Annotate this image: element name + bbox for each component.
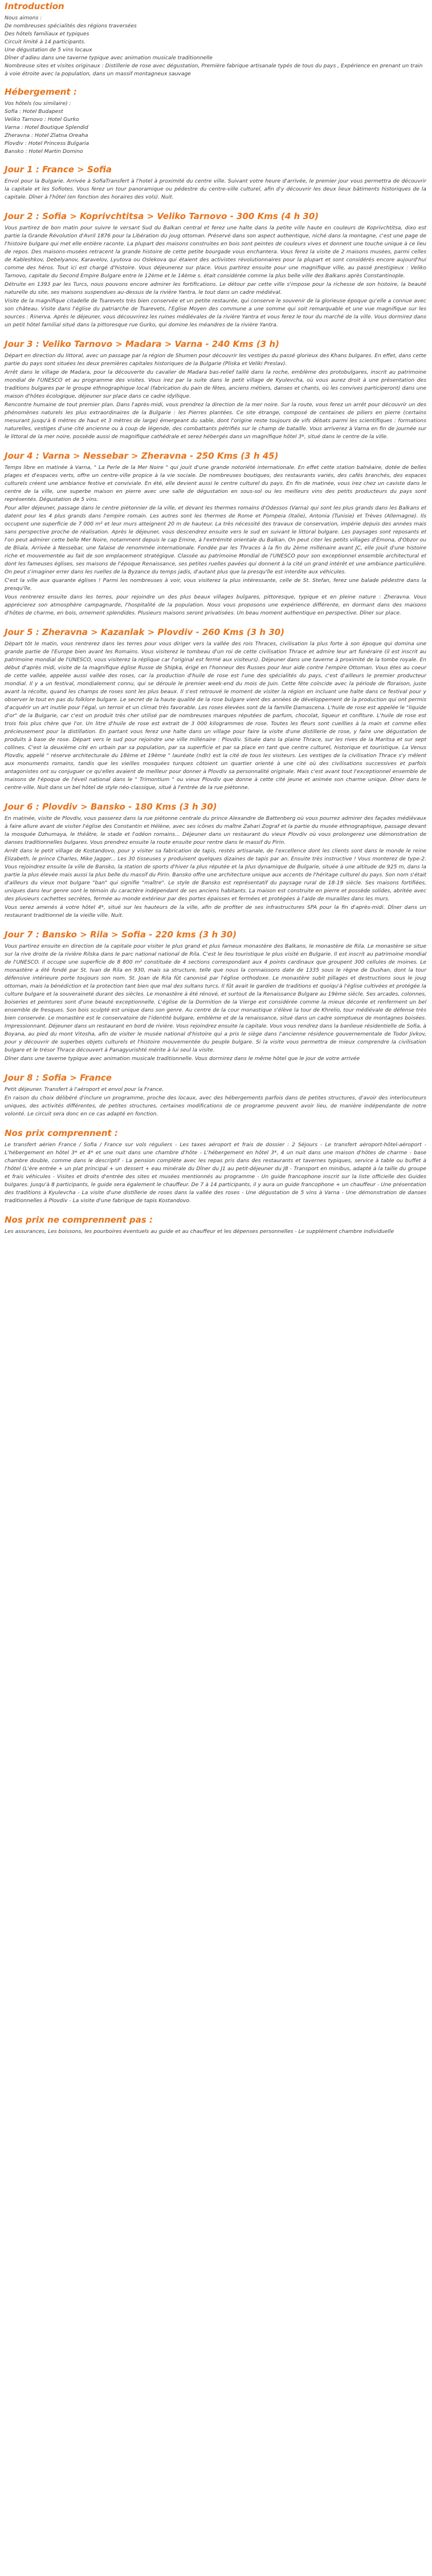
day-paragraph: Pour aller déjeuner, passage dans le centre piétonnier de la ville, et devant les thermes romains d'Odessos (Varna) qui sont les plus grands dans les Balkans et datent pour les 4 plus grands dans l'empire romain. Les autres sont les thermes de Rome et Pompeia (Italie), Antonia (Tunisie) et Trèves (Allemagne). Ils occupent une superficie de 7 000 m² et leur murs atteignent 20 m de hauteur. La très nécessité des travaux de conservation, impérie depuis des années mais sans perspective proche de réalisation. Après le déjeuner, vous descendrez ensuite vers le sud en suivant le littoral bulgare. Les paysages sont reposants et l'on peut admirer cette belle Mer Noire, notamment depuis le cap Emine, à l'extrémité orientale du Balkan. On peut citer les petits villages d'Emona, d'Obzor ou de Bliala. Arrivée à Nessebar, une falaise de renommée internationale. Fondée par les Thraces à la fin du 2ème millénaire avant JC, elle jouit d'une histoire riche et mouvementée au fait de son emplacement stratégique. Classée au patrimoine Mondial de l'UNESCO pour son exceptionnel ensemble architectural et dont les fameuses églises, ses maisons de l'époque Renaissance, ses petites ruelles pavées qui donnent à la cité un grand intérêt et une ambiance particulière. On peut s'imaginer errer dans les ruelles de la Byzance du temps jadis, d'autant plus que la presqu'île est interdite aux véhicules. xyxy=(5,505,426,575)
intro-line: Nombreuse sites et visites originaux : Distillerie de rose avec dégustation, Première fabrique artisanale typés de tous du pays , Expérience en prenant un train à voie étroite avec la population, dans un massif montagneux sauvage xyxy=(5,63,423,77)
non-inclus-section xyxy=(5,1214,426,1236)
hotel-line: Zheravna : Hotel Zlatna Oreaha xyxy=(5,132,88,139)
inclus-paragraph: Le transfert aérien France / Sofia / France sur vols réguliers - Les taxes aéroport et frais de dossier : 2 Séjours - Le transfert aéroport-hôtel-aéroport - L'hébergement en hôtel 3* et 4* et une nuit dans une chambre d'hôte - L'hébergement en hôtel 3*, 4 un nuit dans une maison d'hôtes de charme - base chambre double, comme dans le descriptif - La pension complète avec les repas pris dans des restaurants et tavernes typiques, service à table ou buffet à l'hôtel (L'ère entrée + un plat principal + un dessert + eau minérale du Dîner du J1 au petit-déjeuner du J8 - Transport en minibus, adapté à la taille du groupe et frais véhicules - Visites et droits d'entrée des sites et musées mentionnés au programme - Un guide francophone inscrit sur la liste officielle des Guides bulgares. Jusqu'à 8 participants, le guide sera également le chauffeur. De 7 à 14 participants, il y aura un guide francophone + un chauffeur - Une présentation des traditions à Kyulevcha - La visite d'une distillerie de roses dans la vallée des roses - Une dégustation de 5 vins à Varna - Une démonstration de danses traditionnelles à Plovdiv - La visite d'une fabrique de tapis Kostandovo. xyxy=(5,1142,426,1204)
day-paragraph: Vous rentrerez ensuite dans les terres, pour rejoindre un des plus beaux villages bulgares, pittoresque, typique et en pleine nature : Zheravna. Vous apprécierez son atmosphère campagnarde, l'hospitalité de la population. Nous vous proposons une expérience différente, en dormant dans des maisons d'hôtes de charme, en bois, ornement splendides. Plusieurs maisons seront privatisées. Un beau moment authentique en perspective. Dîner sur place. xyxy=(5,594,426,616)
intro-line: Nous aimons : xyxy=(5,15,42,21)
hotel-line: Sofia : Hotel Budapest xyxy=(5,108,63,115)
day-3-section xyxy=(5,338,426,441)
day-heading: Jour 2 : Sofia > Koprivchtitsa > Veliko Tarnovo - 300 Kms (4 h 30) xyxy=(5,211,319,221)
intro-line: De nombreuses spécialités des régions traversées xyxy=(5,23,137,29)
day-7-section xyxy=(5,929,426,1063)
day-paragraph: Petit déjeuner. Transfert à l'aéroport et envol pour la France. xyxy=(5,1086,164,1093)
day-4-section xyxy=(5,450,426,617)
inclus-heading: Nos prix comprennent : xyxy=(5,1128,118,1138)
hotel-line: Veliko Tarnovo : Hotel Gurko xyxy=(5,116,79,123)
day-heading: Jour 5 : Zheravna > Kazanlak > Plovdiv - 260 Kms (3 h 30) xyxy=(5,627,285,637)
day-paragraph: Arrêt dans le village de Madara, pour la découverte du cavalier de Madara bas-relief taillé dans la roche, emblème des protobulgares, inscrit au patrimoine mondial de l'UNESCO et au programme des visites. Vous irez par la suite dans le petit village de Kyulevcha, où vous aurez droit à une présentation des traditions bulgares par le groupe ethnographique local (fabrication du pain de fêtes, anciens métiers, danses et chants, où les convives participeront) dans une maison d'hôtes écologique, déjeuner sur place dans ce cadre idyllique. xyxy=(5,369,426,399)
hebergement-heading: Hébergement : xyxy=(5,87,77,97)
day-paragraph: C'est la ville aux quarante églises ! Parmi les nombreuses à voir, vous visiterez la plus intéressante, celle de St. Stefan, ferez une balade pédestre dans la presqu'île. xyxy=(5,577,426,592)
hotel-line: Varna : Hotel Boutique Splendid xyxy=(5,124,88,131)
non-inclus-paragraph: Les assurances, Les boissons, les pourboires éventuels au guide et au chauffeur et les dépenses personnelles - Le supplément chambre individuelle xyxy=(5,1228,394,1235)
intro-line: Une dégustation de 5 vins locaux xyxy=(5,47,92,53)
day-paragraph: En raison du choix délibéré d'inclure un programme, proche des locaux, avec des hébergements parfois dans de petites structures, d'avoir des interlocuteurs uniques, des activités différentes, de petites structures, certaines modifications de ce programme peuvent avoir lieu, de manière indépendante de notre volonté. Le circuit sera donc en ce cas adapté en fonction. xyxy=(5,1095,426,1117)
day-1-section xyxy=(5,164,426,201)
hotel-line: Bansko : Hotel Martin Domino xyxy=(5,148,83,155)
day-heading: Jour 7 : Bansko > Rila > Sofia - 220 kms (3 h 30) xyxy=(5,929,237,940)
trip-document xyxy=(0,0,432,1236)
day-heading: Jour 4 : Varna > Nessebar > Zheravna - 250 Kms (3 h 45) xyxy=(5,451,279,461)
day-heading: Jour 6 : Plovdiv > Bansko - 180 Kms (3 h 30) xyxy=(5,802,217,812)
day-paragraph: Temps libre en matinée à Varna, " La Perle de la Mer Noire " qui jouit d'une grande notoriété internationale. En effet cette station balnéaire, dotée de belles plages et d'espaces verts, offre un centre-ville propice à la vie sociale. De nombreuses boutiques, des restaurants variés, des cafés branchés, des espaces culturels créent une ambiance festive et conviviale. En été, elle devient aussi le centre culturel du pays. En fin de matinée, vous irez chez un caviste dans le centre de la ville, une superbe maison en pierre avec une salle de dégustation en sous-sol ou les meilleurs vins des petits producteurs du pays sont représentés. Dégustation de 5 vins. xyxy=(5,464,426,503)
day-8-section xyxy=(5,1072,426,1118)
day-paragraph: Envol pour la Bulgarie. Arrivée à SofiaTransfert à l'hotel à proximité du centre ville. Suivant votre heure d'arrivée, le premier jour vous permettra de découvrir la capitale et les Sofiotes. Vous ferez un tour panoramique ou pédestre du centre-ville culturel, afin d'y découvrir les deux lieux bâtiments historiques de la capitale. Dîner à l'hôtel (en fonction des horaires des vols). Nuit. xyxy=(5,178,426,200)
day-paragraph: Dîner dans une taverne typique avec animation musicale traditionnelle. Vous dormirez dans le même hôtel que le jour de votre arrivée xyxy=(5,1056,360,1062)
day-paragraph: Arrêt dans le petit village de Kostandovo, pour y visiter sa fabrication de tapis, restés artisanale, de l'excellence dont les clients sont dans le monde le reine Elizabeth, le prince Charles, Mike Jagger... Les 30 tisseuses y produisent quelques dizaines de tapis par an. Ensuite très instructive ! Vous monterez de type-2. Vous rejoindrez ensuite la ville de Bansko, la station de sports d'hiver la plus réputée et la plus dynamique de Bulgarie, située à une altitude de 925 m, dans la partie la plus élevée mais aussi la plus belle du massif du Pirin. Bansko offre une architecture unique aux accents de l'héritage culturel du pays. Son nom s'était d'ailleurs du vieux mot bulgare "ban" qui signifie "maître". Le style de Bansko est représentatif du paysage rural de 18-19 siècle. Ses maisons fortifiées, uniques dans leur genre sont le témoin du caractère indépendant de ses anciens habitants. La maison est construite en pierre et possède solides, abritée avec des plusieurs cachettes secrètes, fermée au monde extérieur par des portes épaisses et fermées et protégées à l'aide de murailles dans les murs. xyxy=(5,848,426,902)
day-paragraph: Rencontre humaine de tout premier plan. Dans l'après-midi, vous prendrez la direction de la mer noire. Sur la route, vous ferez un arrêt pour découvrir un des phénomènes naturels les plus extraordinaires de la Bulgarie : les Pierres plantées. Ce site étrange, composé de centaines de piliers en pierre (certains mesurant jusqu'à 6 mètres de haut et 3 mètres de large) émergeant du sable, dont l'origine reste toujours de vifs débats parmi les scientifiques : formations naturelles, vestiges d'une cité ancienne ou à coup de légende, des combattants pétrifiés sur le champ de bataille. Vous arriverez à Varna en fin de journée sur le littoral de la mer noire, possède aussi de magnifique cathédrale et serez hébergés dans un magnifique hôtel 3*, situé dans le centre de la ville. xyxy=(5,402,426,440)
hotel-line: Vos hôtels (ou similaire) : xyxy=(5,100,71,107)
introduction-heading: Introduction xyxy=(5,1,64,11)
day-paragraph: Détruite en 1393 par les Turcs, nous pouvons encore admirer les fortifications. Le détour par cette ville s'impose pour la richesse de son histoire, la beauté naturelle du site, ses maisons suspendues au-dessus de la rivière Yantra, le tout dans un cadre médiéval. xyxy=(5,281,426,296)
day-paragraph: Départ en direction du littoral, avec un passage par la région de Shumen pour découvrir les vestiges du passé glorieux des Khans bulgares. En effet, dans cette partie du pays sont situées les deux premières capitales historiques de la Bulgarie (Pliska et Veliki Preslav). xyxy=(5,353,426,367)
day-heading: Jour 1 : France > Sofia xyxy=(5,164,112,175)
day-paragraph: En matinée, visite de Plovdiv, vous passerez dans la rue piétonne centrale du prince Alexandre de Battenberg où vous pourrez admirer des façades médiévaux à faire allure avant de visiter l'église des Constantin et Hélène, avec ses icônes du maître Zahari Zograf et la partie du musée ethnographique, passage devant la mosquée Dzhumaya, le théâtre, le stade et l'odéon romains... Déjeuner dans un restaurant du vieux Plovdiv où vous prolongerez une démonstration de danses traditionnelles bulgares. Vous prendrez ensuite la route ensuite pour rentre dans le massif du Pirin. xyxy=(5,815,426,846)
intro-line: Circuit limité à 14 participants. xyxy=(5,39,86,45)
introduction-section xyxy=(5,0,426,78)
day-5-section xyxy=(5,626,426,792)
intro-line: Des hôtels familiaux et typiques xyxy=(5,31,89,37)
day-heading: Jour 8 : Sofia > France xyxy=(5,1073,112,1083)
day-paragraph: Départ tôt le matin, vous rentrerez dans les terres pour vous diriger vers la vallée des rois Thraces, civilisation la plus forte à son époque qui domina une grande partie de l'Europe bien avant les Romains. Vous visiterez le tombeau d'un roi de cette civilisation Thrace et admire leur art funéraire (il est inscrit au patrimoine mondial de l'UNESCO, vous visiterez la réplique car l'original est fermé aux visiteurs). Déjeuner dans une taverne à proximité de la tombe royale. En début d'après midi, visite de la magnifique église Russe de Shipka, érigé en l'honneur des Russes pour leur aide contre l'empire Ottoman. Vous étes au coeur de cette vallée, appelée aussi vallée des roses, car la production d'huile de rose est l'une des spécialités du pays, c'est d'ailleurs le premier producteur mondial. Il y a un festival, mondialement connu, qui se déroule le premier week-end du mois de Juin. Cette fête coïncide avec la période de floraison, juste avant la récolte, quand les champs de roses sont les plus beaux. Il s'est retrouvé le moment de visiter la région en incluant une halte dans ce festival pour y observer le tout en pas du folklore bulgare. Le secret de la haute qualité de la rose bulgare vient des années de développement de la production qui ont permis d'acquérir un art inutile pour l'égal, un terroir et un climat très favorable. Les roses élevées sont de la famille Damascena. L'huile de rose est appelée le "liquide d'or" de la Bulgarie, car c'est un produit très cher utilisé par de nombreuses marques réputées de parfum, chocolat, liqueur et confiture. L'huile de rose est trois fois plus chère que l'or. Un litre d'huile de rose est extrait de 3 000 kilogrammes de rose. Toutes les fleurs sont cueillies à la main et comme elles précieusement pour la distillation. En partant vous ferez une halte dans un village pour faire la visite d'une distillerie de rose, y faire une dégustation de produits à base de rose. Départ vers le sud pour rejoindre une ville millénaire : Plovdiv. Située dans la plaine Thrace, sur les rives de la Maritsa et sur sept collines. C'est la deuxième cité en urbain par sa population, par sa superficie et par sa place en tant que centre culturel, historique et touristique. La Venus Plovdiv, appelé " réserve architecturale du 18ème et 19ème " lauréate (ndlr) est la cité de tous les visiteurs. Les vestiges de la civilisation Thrace s'y mêlent aux monuments romains, tandis que les vieilles mosquées turques côtoient un quartier orienté à une cité où des civilisations successives et parfois antagonistes ont su conjuguer ce qu'elles avaient de meilleur pour donner à Plovdiv sa personnalité originale. Mais c'est avant tout l'exceptionnel ensemble de maisons de l'époque de l'éveil national dans le " Trimontium " ou vieux Plovdiv que donne à cette cité jeune et animée son charme unique. Dîner dans le centre-ville. Nuit dans un bel hôtel de style néo-classique, situé à l'entrée de la rue piétonne. xyxy=(5,641,426,791)
day-6-section xyxy=(5,801,426,920)
day-paragraph: Vous partirez ensuite en direction de la capitale pour visiter le plus grand et plus fameux monastère des Balkans, le monastère de Rila. Le monastère se situe sur la rive droite de la rivière Rilska dans le parc national national de Rila. C'est le lieu touristique le plus visité en Bulgarie. Il est inscrit au patrimoine mondial de l'UNESCO. Il occupe une superficie de 8 800 m² constituée de 4 sections correspondant aux 4 points cardinaux que groupent 300 cellules de moines. Le monastère a été fondé par St. Ivan de Rila en 930, mais sa structure, telle que nous la connaissons date de 1335 sous le règne de Dushan, dont la tour défensive intérieure porte toujours son nom. St. Joan de Rila fût canonisé par l'église orthodoxe. Le monastère subit pillages et destructions sous le joug ottoman, mais la bénédiction et la protection tant bien que mal des sultans turcs. Il fût avait le gardien de traditions et quoiqu'à l'église cultivées et protégée la culture bulgare et la souveraineté durant des siècles. Le monastère à été rénové, et surtout de la Renaissance Bulgare au 19ème siècle. Ses arcades, colonnes, boiseries et peintures sont d'une beauté exceptionnelle. L'église de la Dormition de la Vierge est considérée comme la mieux décorée et renferment un bel ensemble de fresques. Son bois sculpté est unique dans son genre. Au centre de la cour monastique s'élève la tour de Khrelio, tour médiévale de défense très bien conservée. Le monastère est le conservatoire de l'identité bulgare, emblème et de la renaissance, situé dans un cadre somptueux de montagnes boisées. Impressionnant. Déjeuner dans un restaurant en bord de rivière. Vous rejoindrez ensuite la capitale. Vous vous rendrez dans la banlieue résidentielle de Sofia, à Boyana, au pied du mont Vitosha, afin de visiter le musée national d'histoire qui a pris le siège dans l'ancienne résidence gouvernementale de Todor Jivkov, pour y découvrir de superbes objets culturels et l'histoire mouvementée du peuple bulgare. Si la visite vous permettra de mieux comprendre la civilisation bulgare et le trésor Thrace découvert à Panagyurishté mérite à lui seul la visite. xyxy=(5,943,426,1053)
intro-line: Dîner d'adieu dans une taverne typique avec animation musicale traditionnelle xyxy=(5,55,213,61)
day-2-section xyxy=(5,211,426,329)
hebergement-section xyxy=(5,86,426,156)
day-paragraph: Visite de la magnifique citadelle de Tsarevets très bien conservée et un petite restaurée, qui conserve le souvenir de la glorieuse époque qu'elle a connue avec son château. Visite dans l'église du patriarche de Tsarevets, l'Eglise Moyen des commune a une somme qui soit remarquable et une vue magnifique sur les sources : Rinerva. Après le déjeuner, vous découvrirez les ruines médiévales de la rivière Yantra et vous ferez le tour du marché de la ville. Vous dormirez dans un petit hôtel familial situé dans la pittoresque rue Gurko, qui domine les méandres de la rivière Yantra. xyxy=(5,298,426,328)
hotel-line: Plovdiv : Hotel Princess Bulgaria xyxy=(5,140,89,147)
day-paragraph: Vous partirez de bon matin pour suivre le versant Sud du Balkan central et ferez une halte dans la petite ville haute en couleurs de Koprivchtitsa, dixo est partie la Grande Révolution d'Avril 1876 pour la Libération du joug ottoman. Préservé dans son aspect authentique, niché dans la montagne, c'est une page de l'histoire bulgare qui met elle entière raconte. La plupart des maisons construites en bois sont peintes de couleurs vives et donnent une touche unique à ce lieu de repos. Des maisons-musées retracent la grande histoire de cette petite bourgade vous enchantera. Vous ferez la visite de 2 maisons musées, parmi celles de Kableshkov, Debelyanov, Karavelov, Lyutova ou Oslekova qui étaient des activistes révolutionnaires pour la plupart et sont considérés encore aujourd'hui comme des héros. Tout ici est chargé d'histoire. Vous déjeunerez sur place. Vous partirez ensuite pour une magnifique ville, au passé prestigieux : Veliko Tarnovo, capitale du Second Empire Bulgare entre le 12ème et le 14ème s. était considérée comme la plus belle ville des Balkans après Constantinople. xyxy=(5,225,426,279)
day-heading: Jour 3 : Veliko Tarnovo > Madara > Varna - 240 Kms (3 h) xyxy=(5,339,279,349)
day-paragraph: Vous serez amenés à votre hôtel 4*, situé sur les hauteurs de la ville, afin de profiter de ses infrastructures SPA pour la fin d'après-midi. Dîner dans un restaurant traditionnel de la vieille ville. Nuit. xyxy=(5,904,426,919)
inclus-section xyxy=(5,1127,426,1205)
introduction-list xyxy=(5,14,426,78)
non-inclus-heading: Nos prix ne comprennent pas : xyxy=(5,1215,153,1225)
